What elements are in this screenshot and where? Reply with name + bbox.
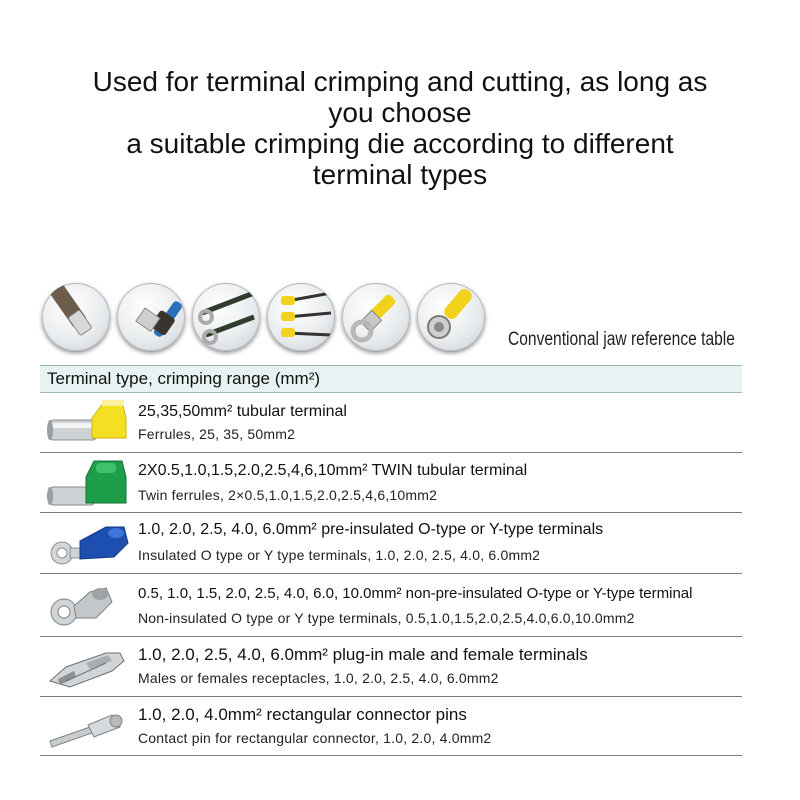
row-title: 0.5, 1.0, 1.5, 2.0, 2.5, 4.0, 6.0, 10.0mm² non-pre-insulated O-type or Y-type terminal	[138, 585, 693, 602]
row-title: 1.0, 2.0, 2.5, 4.0, 6.0mm² pre-insulated O-type or Y-type terminals	[138, 521, 604, 538]
headline-line: a suitable crimping die according to different	[126, 128, 674, 159]
table-row	[40, 453, 742, 513]
contact-pin-icon	[46, 701, 132, 753]
table-row	[40, 513, 742, 574]
spade-receptacle-icon	[46, 641, 132, 693]
row-subtitle: Males or females receptacles, 1.0, 2.0, 2.5, 4.0, 6.0mm2	[138, 670, 499, 686]
row-subtitle: Ferrules, 25, 35, 50mm2	[138, 426, 296, 442]
row-title: 1.0, 2.0, 4.0mm² rectangular connector pins	[138, 705, 467, 724]
row-title: 25,35,50mm² tubular terminal	[138, 403, 347, 420]
table-row	[40, 574, 742, 637]
table-header-label: Terminal type, crimping range (mm²)	[47, 369, 321, 388]
table-header	[40, 365, 742, 393]
green-twin-ferrule-icon	[46, 457, 132, 509]
table-row	[40, 697, 742, 756]
headline-line: you choose	[328, 97, 472, 128]
non-insulated-ring-icon	[342, 283, 410, 351]
ring-terminal-wire-icon	[192, 283, 260, 351]
row-subtitle: Non-insulated O type or Y type terminals, 0.5,1.0,1.5,2.0,2.5,4.0,6.0,10.0mm2	[138, 610, 635, 626]
row-subtitle: Insulated O type or Y type terminals, 1.0, 2.0, 2.5, 4.0, 6.0mm2	[138, 547, 541, 563]
plug-connector-icon	[417, 283, 485, 351]
row-subtitle: Twin ferrules, 2×0.5,1.0,1.5,2.0,2.5,4,6,10mm2	[138, 487, 438, 503]
table-row	[40, 637, 742, 697]
table-row	[40, 392, 742, 453]
headline-line: terminal types	[312, 159, 488, 190]
yellow-ferrule-icon	[46, 396, 132, 448]
bare-ring-terminal-icon	[46, 578, 132, 630]
ferrule-wire-icon	[42, 283, 110, 351]
row-subtitle: Contact pin for rectangular connector, 1.0, 2.0, 4.0mm2	[138, 730, 492, 746]
insulated-terminals-icon	[267, 283, 335, 351]
row-title: 2X0.5,1.0,1.5,2.0,2.5,4,6,10mm² TWIN tubular terminal	[138, 462, 528, 479]
blue-ring-terminal-icon	[46, 517, 132, 569]
row-title: 1.0, 2.0, 2.5, 4.0, 6.0mm² plug-in male and female terminals	[138, 645, 588, 664]
headline-line: Used for terminal crimping and cutting, as long as	[92, 66, 708, 97]
table-title: Conventional jaw reference table	[508, 329, 735, 350]
headline	[0, 66, 800, 190]
twin-ferrule-icon	[117, 283, 185, 351]
